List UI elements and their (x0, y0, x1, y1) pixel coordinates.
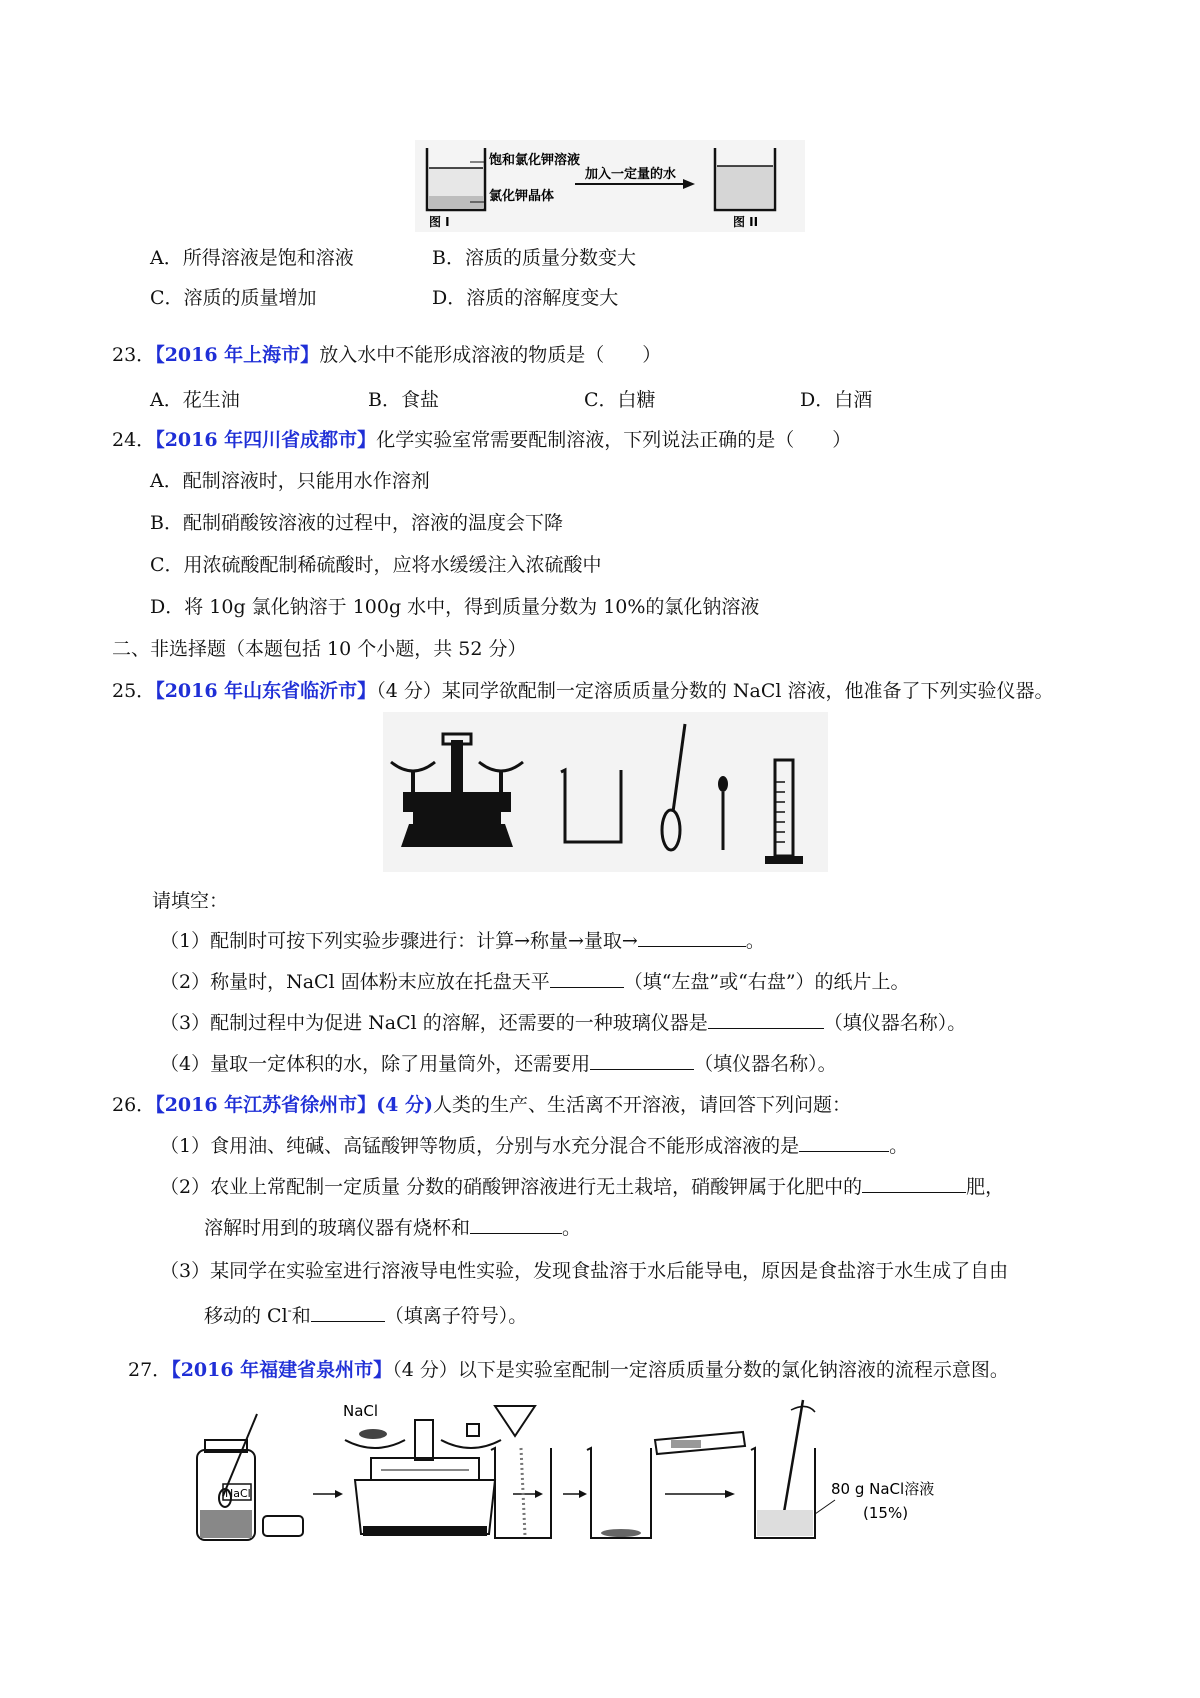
weighing-balance-icon (343, 1402, 501, 1536)
q25-step-3-end: （填仪器名称）。 (823, 1012, 967, 1034)
result-label: 80 g NaCl溶液 (831, 1480, 935, 1498)
q25-step-2-end: （填“左盘”或“右盘”）的纸片上。 (623, 971, 910, 993)
q25-step-1 (160, 926, 765, 953)
q25-step-2-text: （2）称量时，NaCl 固体粉末应放在托盘天平 (160, 971, 550, 993)
q22-option-d: D．溶质的溶解度变大 (432, 287, 619, 309)
q26-source-tag: 【2016 年江苏省徐州市】 (155, 1094, 377, 1116)
q25-step-3-text: （3）配制过程中为促进 NaCl 的溶解，还需要的一种玻璃仪器是 (160, 1012, 708, 1034)
answer-blank-6[interactable] (862, 1173, 966, 1193)
q26-part-2-cont-text: 溶解时用到的玻璃仪器有烧杯和 (204, 1217, 471, 1239)
q26-part-1-text: （1）食用油、纯碱、高锰酸钾等物质，分别与水充分混合不能形成溶液的是 (160, 1135, 800, 1157)
q26-part-2-cont (204, 1213, 581, 1240)
q24-option-d: D．将 10g 氯化钠溶于 100g 水中，得到质量分数为 10%的氯化钠溶液 (150, 596, 760, 618)
q27-score: （4 分） (392, 1359, 458, 1381)
q25-step-4 (160, 1049, 837, 1076)
q22-option-b: B．溶质的质量分数变大 (432, 247, 636, 269)
q27-source-tag: 【2016 年福建省泉州市】 (171, 1359, 393, 1381)
q24-question (112, 425, 851, 452)
q22-option-a: A．所得溶液是饱和溶液 (150, 247, 354, 269)
q26-question (112, 1090, 851, 1117)
answer-blank-7[interactable] (470, 1214, 562, 1234)
reagent-jar-icon (197, 1414, 257, 1540)
q25-question (112, 676, 1053, 703)
q26-part-1 (160, 1131, 908, 1158)
kcl-dilution-figure (415, 140, 805, 232)
q26-part-3: （3）某同学在实验室进行溶液导电性实验，发现食盐溶于水后能导电，原因是食盐溶于水生成了自由 (160, 1260, 1009, 1282)
q26-part-3-end: （填离子符号）。 (384, 1305, 528, 1327)
q23-source-tag: 【2016 年上海市】 (155, 344, 320, 366)
q26-part-3-and: 和 (291, 1305, 311, 1327)
stopper-icon (263, 1516, 303, 1536)
q22-option-c: C．溶质的质量增加 (150, 287, 317, 309)
crystal-label: 氯化钾晶体 (489, 189, 555, 204)
answer-blank-8[interactable] (311, 1302, 385, 1322)
q23-question (112, 340, 661, 367)
q26-score: (4 分) (376, 1094, 434, 1116)
beaker-pouring-icon (491, 1406, 551, 1538)
q24-stem: 化学实验室常需要配制溶液，下列说法正确的是（ ） (376, 429, 852, 451)
q26-part-2-end: 。 (562, 1217, 582, 1239)
q25-step-1-end: 。 (745, 930, 765, 952)
cylinder-pouring-icon (655, 1432, 745, 1454)
q24-number: 24． (112, 429, 156, 451)
q26-stem: 人类的生产、生活离不开溶液，请回答下列问题： (433, 1094, 852, 1116)
q25-step-4-end: （填仪器名称）。 (694, 1053, 837, 1075)
q25-prompt: 请填空： (152, 890, 229, 912)
solution-preparation-flowchart (195, 1398, 1055, 1550)
section-heading: 二、非选择题（本题包括 10 个小题，共 52 分） (112, 638, 527, 660)
arrow-label: 加入一定量的水 (585, 167, 677, 182)
q24-option-a: A．配制溶液时，只能用水作溶剂 (150, 470, 430, 492)
q23-option-d: D．白酒 (800, 389, 873, 411)
q25-step-1-text: （1）配制时可按下列实验步骤进行：计算→称量→量取→ (160, 930, 638, 952)
q25-score: （4 分） (376, 680, 442, 702)
final-solution-beaker-icon (751, 1400, 934, 1538)
q27-number: 27． (128, 1359, 172, 1381)
answer-blank-3[interactable] (708, 1009, 824, 1029)
q23-option-b: B．食盐 (368, 389, 439, 411)
answer-blank-5[interactable] (799, 1132, 889, 1152)
q26-part-2-text: （2）农业上常配制一定质量 分数的硝酸钾溶液进行无土栽培，硝酸钾属于化肥中的 (160, 1176, 863, 1198)
q25-number: 25． (112, 680, 156, 702)
lab-instruments-figure (383, 712, 828, 872)
jar-label: NaCl (225, 1487, 251, 1500)
q25-step-4-text: （4）量取一定体积的水，除了用量筒外，还需要用 (160, 1053, 591, 1075)
caption-fig1: 图 I (429, 215, 450, 229)
q26-part-1-end: 。 (889, 1135, 909, 1157)
q24-option-c: C．用浓硫酸配制稀硫酸时，应将水缓缓注入浓硫酸中 (150, 554, 602, 576)
q24-source-tag: 【2016 年四川省成都市】 (155, 429, 377, 451)
q26-part-2 (160, 1172, 1004, 1199)
nacl-label: NaCl (343, 1402, 379, 1420)
q25-source-tag: 【2016 年山东省临沂市】 (155, 680, 377, 702)
q23-option-a: A．花生油 (150, 389, 240, 411)
q27-stem: 以下是实验室配制一定溶质质量分数的氯化钠溶液的流程示意图。 (457, 1359, 1009, 1381)
answer-blank-1[interactable] (638, 927, 746, 947)
q23-stem: 放入水中不能形成溶液的物质是（ ） (319, 344, 662, 366)
q26-part-2-mid: 肥， (966, 1176, 1005, 1198)
result-percent: (15%) (863, 1504, 909, 1522)
q26-part-3-ion: 移动的 Cl (204, 1305, 288, 1327)
solution-label: 饱和氯化钾溶液 (489, 153, 581, 168)
q24-option-b: B．配制硝酸铵溶液的过程中，溶液的温度会下降 (150, 512, 563, 534)
q26-part-3-charge: - (287, 1303, 292, 1318)
q25-step-3 (160, 1008, 966, 1035)
answer-blank-2[interactable] (550, 968, 624, 988)
answer-blank-4[interactable] (590, 1050, 694, 1070)
q27-question (128, 1355, 1009, 1382)
beaker-solid-icon (587, 1448, 651, 1538)
caption-fig2: 图 II (733, 215, 759, 229)
q26-number: 26． (112, 1094, 156, 1116)
q26-part-3-cont (204, 1301, 527, 1328)
q25-stem: 某同学欲配制一定溶质质量分数的 NaCl 溶液，他准备了下列实验仪器。 (441, 680, 1054, 702)
q23-option-c: C．白糖 (584, 389, 656, 411)
q23-number: 23． (112, 344, 156, 366)
q25-step-2 (160, 967, 910, 994)
